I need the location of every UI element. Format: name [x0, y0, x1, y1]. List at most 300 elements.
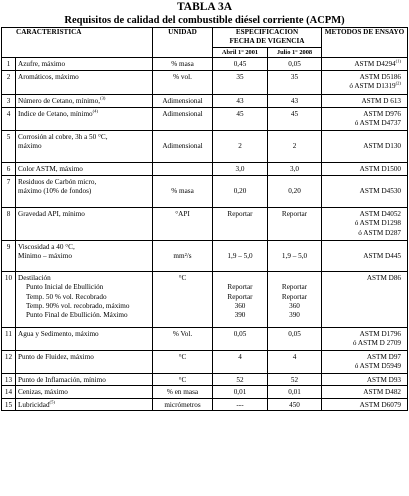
unit-line-text: % masa	[171, 60, 194, 69]
characteristic-cell	[16, 351, 153, 374]
characteristic-line-text: Punto de Inflamación, mínimo	[18, 376, 106, 385]
unit-line-text: mm²/s	[173, 252, 192, 261]
header-unit: UNIDAD	[153, 28, 213, 58]
spec-2008-value-text: Reportar	[281, 283, 308, 292]
method-cell	[322, 163, 408, 176]
method-line	[324, 376, 401, 385]
row-number: 8	[2, 208, 16, 241]
spec-2008-value-text: 1,9 – 5,0	[281, 252, 308, 261]
characteristic-line-text: Punto Inicial de Ebullición	[26, 283, 104, 292]
spec-2008-value	[270, 252, 319, 261]
unit-line	[155, 110, 210, 119]
table-row	[2, 58, 408, 71]
table-row	[2, 398, 408, 410]
spec-2008-value-text: 4	[292, 353, 297, 362]
characteristic-cell	[16, 328, 153, 351]
row-number: 11	[2, 328, 16, 351]
table-row	[2, 176, 408, 208]
method-cell	[322, 58, 408, 71]
spec-2008-cell	[268, 131, 322, 163]
method-cell	[322, 71, 408, 95]
characteristic-line	[18, 133, 150, 142]
unit-line-text: Adimensional	[162, 110, 203, 119]
method-line	[324, 229, 401, 238]
unit-line	[155, 376, 210, 385]
characteristic-cell	[16, 163, 153, 176]
unit-line	[155, 274, 210, 283]
spec-2008-value	[270, 274, 319, 283]
characteristic-line-text: Temp. 50 % vol. Recobrado	[26, 292, 107, 301]
unit-line	[155, 73, 210, 82]
method-line	[324, 353, 401, 362]
characteristic-line	[18, 178, 150, 187]
spec-2008-value-text: 45	[290, 110, 299, 119]
characteristic-line	[18, 283, 150, 292]
spec-2001-value	[215, 210, 265, 219]
spec-2008-cell	[268, 95, 322, 108]
spec-2001-value-text: 390	[234, 310, 246, 319]
header-characteristic: CARACTERISTICA	[2, 28, 153, 58]
table-row	[2, 163, 408, 176]
table-row	[2, 108, 408, 131]
method-cell	[322, 108, 408, 131]
characteristic-line	[18, 293, 150, 302]
table-row	[2, 131, 408, 163]
table-row	[2, 386, 408, 398]
characteristic-cell	[16, 95, 153, 108]
row-number: 9	[2, 241, 16, 272]
unit-cell	[153, 71, 213, 95]
table-title: TABLA 3A	[176, 1, 233, 13]
method-line	[324, 133, 401, 142]
table-row	[2, 208, 408, 241]
spec-2001-value-text: 0,20	[233, 187, 247, 196]
method-line	[324, 73, 401, 82]
spec-2008-value	[270, 60, 319, 69]
spec-2008-cell	[268, 374, 322, 386]
spec-2001-value	[215, 311, 265, 320]
spec-2001-cell	[213, 108, 268, 131]
spec-2008-value	[270, 73, 319, 82]
unit-line-text: °API	[175, 210, 190, 219]
characteristic-line-text: Aromáticos, máximo	[18, 73, 79, 82]
spec-2001-value-text: 2	[238, 142, 242, 151]
unit-line	[155, 60, 210, 69]
unit-line-text: Adimensional	[162, 142, 203, 151]
characteristic-line	[18, 165, 150, 174]
characteristic-line	[18, 243, 150, 252]
unit-cell	[153, 398, 213, 410]
method-line-text: ASTM D4052	[359, 210, 402, 219]
spec-2001-value	[215, 73, 265, 82]
spec-2001-value	[215, 293, 265, 302]
unit-cell	[153, 95, 213, 108]
unit-line-text: °C	[178, 376, 187, 385]
characteristic-line	[18, 97, 150, 106]
spec-2008-value-text: 390	[289, 310, 300, 319]
unit-cell	[153, 351, 213, 374]
spec-2008-value	[270, 302, 319, 311]
method-line	[324, 401, 401, 410]
spec-2008-value-text: 450	[289, 400, 300, 409]
spec-2001-cell	[213, 241, 268, 272]
characteristic-line-text: Indice de Cetano, mínimo	[18, 110, 93, 119]
unit-line	[155, 187, 210, 196]
spec-2001-cell	[213, 351, 268, 374]
unit-line	[155, 388, 210, 397]
table-row	[2, 71, 408, 95]
table-subtitle: Requisitos de calidad del combustible diésel corriente (ACPM)	[64, 15, 345, 26]
spec-2008-cell	[268, 176, 322, 208]
spec-2001-cell	[213, 208, 268, 241]
spec-2001-value-text: 52	[236, 376, 244, 385]
method-line-text: ASTM D1500	[359, 165, 402, 174]
unit-cell	[153, 374, 213, 386]
method-line-text: ó ASTM D 2709	[352, 339, 402, 348]
footnote-marker: (4)	[92, 108, 99, 114]
method-cell	[322, 241, 408, 272]
table-row	[2, 95, 408, 108]
spec-2001-value	[215, 187, 265, 196]
method-line-text: ASTM D6079	[359, 400, 402, 409]
characteristic-line-text: Destilación	[18, 274, 51, 283]
characteristic-line	[18, 73, 150, 82]
spec-2001-cell	[213, 398, 268, 410]
spec-2008-value	[270, 210, 319, 219]
spec-2001-value	[215, 302, 265, 311]
method-cell	[322, 176, 408, 208]
spec-2008-value	[270, 110, 319, 119]
spec-2008-value	[270, 376, 319, 385]
method-line	[324, 165, 401, 174]
unit-line	[155, 178, 210, 187]
spec-2008-value-text: 2	[292, 142, 297, 151]
method-cell	[322, 386, 408, 398]
method-line	[324, 339, 401, 348]
method-line-text: ASTM D86	[366, 274, 402, 283]
characteristic-cell	[16, 386, 153, 398]
unit-line	[155, 283, 210, 292]
footnote-marker: (5)	[49, 399, 55, 405]
spec-2001-value	[215, 283, 265, 292]
spec-2001-value	[215, 97, 265, 106]
characteristic-line-text: máximo (10% de fondos)	[18, 187, 92, 196]
characteristic-line-text: Cenizas, máximo	[18, 388, 68, 397]
characteristic-cell	[16, 176, 153, 208]
unit-line	[155, 311, 210, 320]
characteristic-line	[18, 142, 150, 151]
spec-2001-value-text: 1,9 – 5,0	[227, 252, 253, 261]
unit-cell	[153, 176, 213, 208]
characteristic-line-text: Lubricidad	[18, 400, 50, 409]
characteristic-line	[18, 302, 150, 311]
spec-2001-value	[215, 165, 265, 174]
unit-line	[155, 330, 210, 339]
method-line-text: ASTM D5186	[359, 73, 402, 82]
spec-2001-cell	[213, 374, 268, 386]
unit-cell	[153, 58, 213, 71]
spec-2008-cell	[268, 163, 322, 176]
row-number: 6	[2, 163, 16, 176]
characteristic-cell	[16, 398, 153, 410]
table-row	[2, 351, 408, 374]
spec-2001-value	[215, 110, 265, 119]
spec-2001-value-text: 3,0	[235, 165, 245, 174]
method-line	[324, 219, 401, 228]
row-number: 4	[2, 108, 16, 131]
spec-2001-cell	[213, 328, 268, 351]
characteristic-line-text: Temp. 90% vol. recobrado, máximo	[26, 301, 130, 310]
method-line-text: ASTM D4294	[354, 60, 396, 69]
characteristic-line-text: Gravedad API, mínimo	[18, 210, 85, 219]
spec-2008-value-text: 35	[290, 73, 299, 82]
spec-2001-value-text: 45	[236, 110, 244, 119]
quality-requirements-table	[1, 27, 408, 411]
table-row	[2, 272, 408, 328]
unit-cell	[153, 163, 213, 176]
method-line-text: ó ASTM D1298	[354, 219, 402, 228]
row-number: 12	[2, 351, 16, 374]
spec-2008-value-text: 360	[289, 301, 300, 310]
spec-2008-value	[270, 133, 319, 142]
spec-2001-value-text: Reportar	[227, 210, 253, 219]
unit-cell	[153, 131, 213, 163]
characteristic-line	[18, 311, 150, 320]
unit-line	[155, 165, 210, 174]
spec-2001-value-text: 0,45	[233, 60, 247, 69]
method-cell	[322, 351, 408, 374]
spec-2008-value	[270, 388, 319, 397]
characteristic-line	[18, 401, 150, 410]
spec-2001-value	[215, 401, 265, 410]
header-specification	[213, 28, 322, 48]
characteristic-line-text: máximo	[18, 142, 42, 151]
spec-2001-cell	[213, 163, 268, 176]
spec-2008-value-text: 43	[290, 97, 299, 106]
characteristic-line	[18, 110, 150, 119]
characteristic-line-text: Agua y Sedimento, máximo	[18, 330, 99, 339]
spec-2008-value	[270, 142, 319, 151]
method-line	[324, 243, 401, 252]
spec-2001-value	[215, 274, 265, 283]
spec-2008-value-text: 0,20	[288, 187, 301, 196]
unit-line	[155, 252, 210, 261]
table-row	[2, 374, 408, 386]
characteristic-cell	[16, 131, 153, 163]
row-number: 15	[2, 398, 16, 410]
row-number: 10	[2, 272, 16, 328]
spec-2008-cell	[268, 208, 322, 241]
spec-2008-cell	[268, 272, 322, 328]
method-cell	[322, 328, 408, 351]
characteristic-line	[18, 210, 150, 219]
method-line	[324, 142, 401, 151]
header-date-2: Julio 1° 2008	[268, 48, 322, 58]
spec-2001-value	[215, 243, 265, 252]
characteristic-line	[18, 187, 150, 196]
spec-2008-value	[270, 353, 319, 362]
spec-2008-value	[270, 293, 319, 302]
characteristic-line-text: Residuos de Carbón micro,	[18, 178, 97, 187]
method-line	[324, 178, 401, 187]
spec-2001-value	[215, 252, 265, 261]
header-date-1: Abril 1° 2001	[213, 48, 268, 58]
row-number: 7	[2, 176, 16, 208]
spec-2008-value	[270, 330, 319, 339]
unit-cell	[153, 386, 213, 398]
method-line	[324, 110, 401, 119]
spec-2008-value-text: 0,05	[288, 330, 301, 339]
characteristic-line-text: Mínimo – máximo	[18, 252, 72, 261]
characteristic-line	[18, 353, 150, 362]
unit-line-text: % vol.	[173, 73, 192, 82]
characteristic-line	[18, 330, 150, 339]
method-cell	[322, 398, 408, 410]
method-line	[324, 252, 401, 261]
method-line	[324, 388, 401, 397]
table-row	[2, 328, 408, 351]
method-cell	[322, 272, 408, 328]
method-line	[324, 274, 401, 283]
spec-2008-value	[270, 178, 319, 187]
method-line	[324, 362, 401, 371]
spec-2001-value-text: 43	[236, 97, 244, 106]
unit-cell	[153, 272, 213, 328]
unit-line-text: % en masa	[166, 388, 199, 397]
method-cell	[322, 131, 408, 163]
spec-2001-value	[215, 133, 265, 142]
characteristic-line	[18, 376, 150, 385]
method-line	[324, 187, 401, 196]
row-number: 13	[2, 374, 16, 386]
spec-2008-cell	[268, 351, 322, 374]
characteristic-line	[18, 388, 150, 397]
spec-2008-value-text: 52	[290, 376, 299, 385]
spec-2001-value-text: ---	[236, 400, 244, 409]
spec-2008-cell	[268, 386, 322, 398]
row-number: 3	[2, 95, 16, 108]
unit-line-text: Adimensional	[162, 97, 203, 106]
method-line-text: ASTM D1796	[359, 330, 402, 339]
unit-cell	[153, 108, 213, 131]
footnote-marker: (3)	[100, 95, 106, 101]
characteristic-line	[18, 274, 150, 283]
unit-line	[155, 210, 210, 219]
characteristic-line-text: Número de Cetano, mínimo,	[18, 97, 101, 106]
characteristic-line-text: Punto Final de Ebullición. Máximo	[26, 310, 128, 319]
spec-2001-value	[215, 388, 265, 397]
method-line-text: ó ASTM D4737	[354, 119, 402, 128]
spec-2001-cell	[213, 386, 268, 398]
characteristic-line	[18, 252, 150, 261]
characteristic-cell	[16, 108, 153, 131]
characteristic-line	[18, 60, 150, 69]
unit-cell	[153, 241, 213, 272]
row-number: 14	[2, 386, 16, 398]
spec-2008-cell	[268, 398, 322, 410]
method-line-text: ASTM D97	[366, 353, 402, 362]
header-method: METODOS DE ENSAYO	[322, 28, 408, 58]
spec-2008-cell	[268, 71, 322, 95]
spec-2008-value-text: Reportar	[281, 210, 308, 219]
spec-2008-value	[270, 243, 319, 252]
unit-line-text: °C	[178, 274, 187, 283]
method-line-text: ó ASTM D5949	[354, 362, 402, 371]
spec-2001-value	[215, 142, 265, 151]
spec-2008-value-text: 3,0	[290, 165, 299, 174]
spec-2001-cell	[213, 131, 268, 163]
method-cell	[322, 208, 408, 241]
spec-2008-cell	[268, 328, 322, 351]
spec-2008-value	[270, 97, 319, 106]
spec-2008-value	[270, 283, 319, 292]
unit-line-text: % Vol.	[172, 330, 193, 339]
method-line-text: ó ASTM D1319	[349, 82, 396, 91]
unit-line	[155, 302, 210, 311]
spec-2001-cell	[213, 176, 268, 208]
characteristic-cell	[16, 58, 153, 71]
characteristic-line-text: Punto de Fluidez, máximo	[18, 353, 94, 362]
method-line-text: ASTM D4530	[359, 187, 402, 196]
unit-line-text: micrómetros	[164, 400, 201, 409]
method-line	[324, 293, 401, 302]
spec-2001-value-text: 0,05	[233, 330, 247, 339]
spec-2001-value	[215, 60, 265, 69]
table-row	[2, 241, 408, 272]
spec-2001-value-text: Reportar	[227, 283, 253, 292]
spec-2001-value-text: 0,01	[233, 388, 247, 397]
row-number: 2	[2, 71, 16, 95]
method-line-text: ASTM D 613	[361, 97, 402, 106]
spec-2008-cell	[268, 108, 322, 131]
characteristic-cell	[16, 208, 153, 241]
spec-2001-value-text: 360	[234, 301, 246, 310]
spec-2008-value	[270, 401, 319, 410]
unit-cell	[153, 328, 213, 351]
spec-2008-value-text: 0,05	[288, 60, 301, 69]
unit-cell	[153, 208, 213, 241]
method-cell	[322, 374, 408, 386]
footnote-marker: (2)	[395, 81, 402, 86]
unit-line	[155, 243, 210, 252]
method-line-text: ASTM D130	[363, 142, 402, 151]
spec-2001-value	[215, 178, 265, 187]
unit-line	[155, 142, 210, 151]
method-line	[324, 330, 401, 339]
spec-2008-cell	[268, 58, 322, 71]
spec-2001-value-text: Reportar	[227, 292, 253, 301]
footnote-marker: (1)	[395, 58, 402, 64]
spec-2001-cell	[213, 272, 268, 328]
row-number: 5	[2, 131, 16, 163]
spec-2008-value	[270, 165, 319, 174]
row-number: 1	[2, 58, 16, 71]
method-line	[324, 82, 401, 91]
unit-line	[155, 401, 210, 410]
method-line-text: ó ASTM D287	[358, 228, 402, 237]
header-spec-line2: FECHA DE VIGENCIA	[229, 37, 305, 46]
spec-2001-value	[215, 353, 265, 362]
method-line	[324, 60, 401, 69]
spec-2008-value	[270, 187, 319, 196]
header-spec-line1: ESPECIFICACION	[235, 28, 299, 36]
method-line-text: ASTM D482	[363, 388, 402, 397]
unit-line	[155, 133, 210, 142]
spec-2008-cell	[268, 241, 322, 272]
characteristic-line-text: Azufre, máximo	[18, 60, 66, 69]
characteristic-cell	[16, 71, 153, 95]
spec-2001-value-text: 4	[238, 353, 242, 362]
